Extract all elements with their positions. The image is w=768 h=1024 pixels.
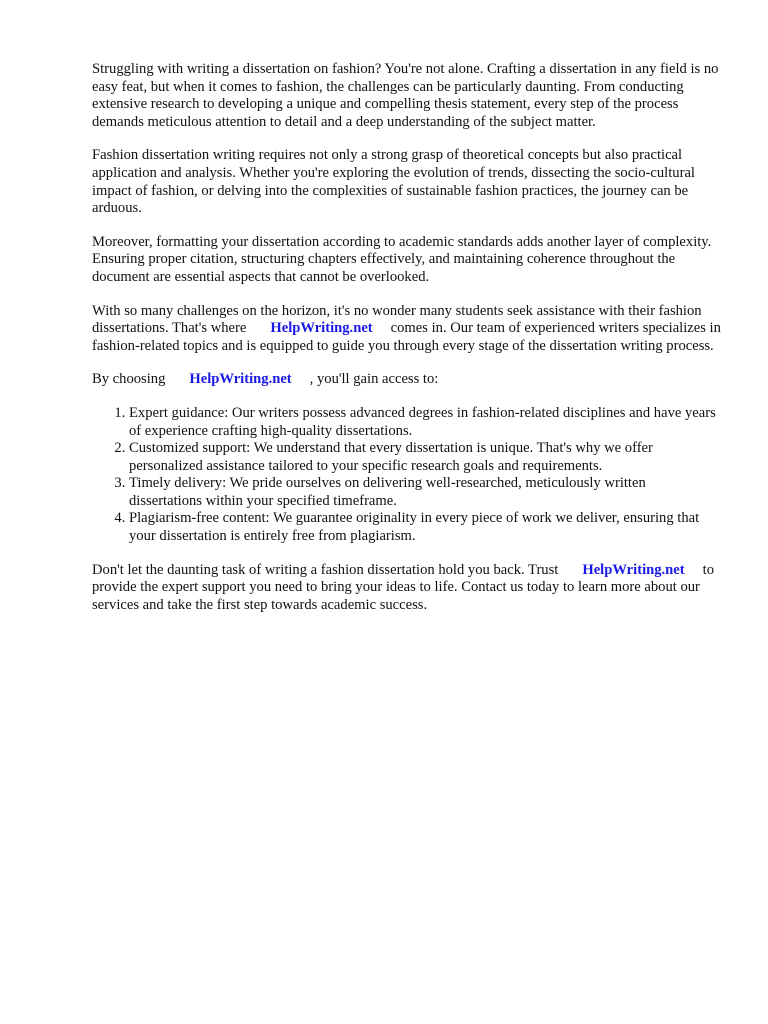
document-body xyxy=(92,61,722,630)
paragraph-intro: Struggling with writing a dissertation on fashion? You're not alone. Crafting a dissertation in any field is no easy feat, but when it comes to fashion, the challenges can be particularly daunting. From conducting extensive research to developing a unique and compelling thesis statement, every step of the process demands meticulous attention to detail and a deep understanding of the subject matter. xyxy=(92,61,719,130)
list-item: 3. Timely delivery: We pride ourselves on delivering well-researched, meticulously written dissertations within your specified timeframe. xyxy=(129,475,722,510)
list-item: 2. Customized support: We understand that every dissertation is unique. That's why we offer personalized assistance tailored to your specific research goals and requirements. xyxy=(129,440,722,475)
paragraph-formatting: Moreover, formatting your dissertation according to academic standards adds another layer of complexity. Ensuring proper citation, structuring chapters effectively, and maintaining coherence throughout the document are essential aspects that cannot be overlooked. xyxy=(92,233,712,285)
paragraph-choosing-text-before: By choosing xyxy=(92,371,166,388)
benefits-list xyxy=(92,405,722,546)
paragraph-closing xyxy=(92,562,722,615)
list-item: 1. Expert guidance: Our writers possess advanced degrees in fashion-related disciplines and have years of experience crafting high-quality dissertations. xyxy=(129,405,722,440)
helpwriting-link[interactable]: HelpWriting.net xyxy=(582,561,685,578)
paragraph-choosing xyxy=(92,371,722,389)
paragraph-choosing-text-after: , you'll gain access to: xyxy=(309,371,439,388)
helpwriting-link[interactable]: HelpWriting.net xyxy=(189,371,292,388)
paragraph-assistance-text-after: comes in. Our team of experienced writers specializes in fashion-related topics and is equipped to guide you through every stage of the dissertation writing process. xyxy=(92,320,721,354)
list-item: 4. Plagiarism-free content: We guarantee originality in every piece of work we deliver, ensuring that your dissertation is entirely free from plagiarism. xyxy=(129,510,722,545)
paragraph-assistance-text-before: With so many challenges on the horizon, it's no wonder many students seek assistance with their fashion dissertations. That's where xyxy=(92,302,702,337)
paragraph-assistance xyxy=(92,303,722,356)
paragraph-closing-text-before: Don't let the daunting task of writing a fashion dissertation hold you back. Trust xyxy=(92,561,559,578)
paragraph-requirements: Fashion dissertation writing requires not only a strong grasp of theoretical concepts but also practical application and analysis. Whether you're exploring the evolution of trends, dissecting the socio-cultural impact of fashion, or delving into the complexities of sustainable fashion practices, the journey can be arduous. xyxy=(92,147,695,217)
helpwriting-link[interactable]: HelpWriting.net xyxy=(270,320,373,337)
paragraph-closing-text-after: to provide the expert support you need to bring your ideas to life. Contact us today to learn more about our services and take the first step towards academic success. xyxy=(92,561,714,613)
